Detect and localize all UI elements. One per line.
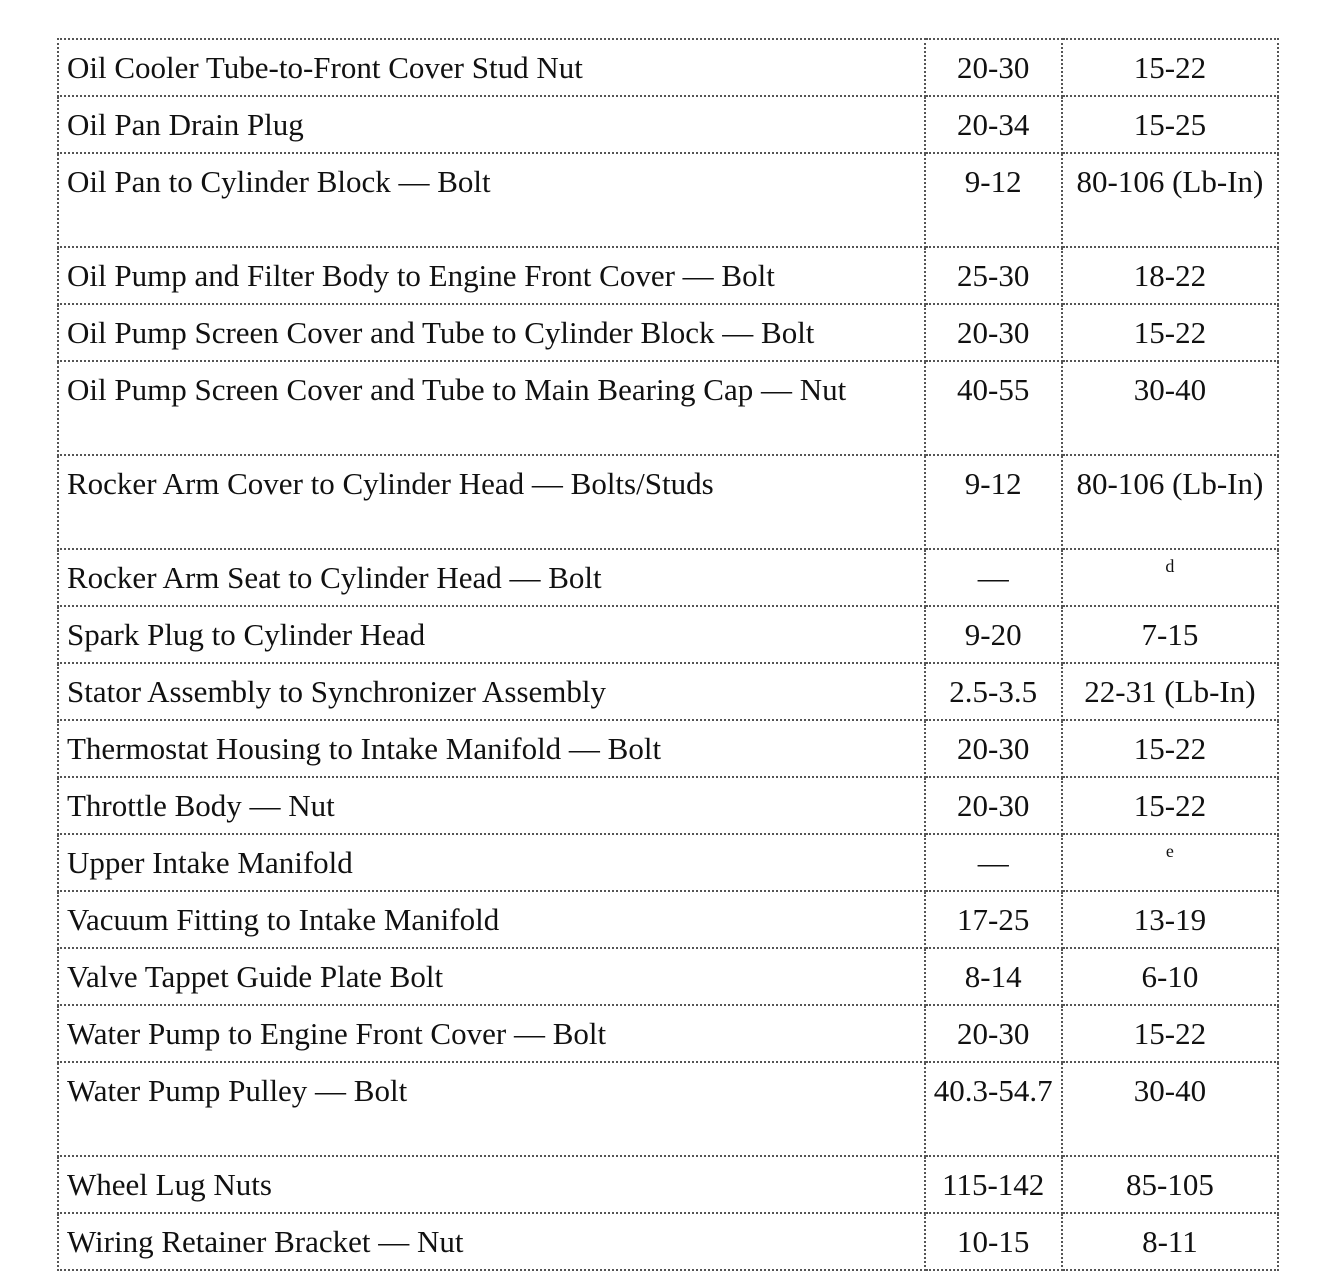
component-cell: Oil Pan to Cylinder Block — Bolt [58, 153, 925, 247]
table-row [58, 304, 1278, 361]
table-row [58, 720, 1278, 777]
table-row [58, 549, 1278, 606]
table-row [58, 777, 1278, 834]
english-torque-cell: 7-15 [1062, 606, 1278, 663]
metric-torque-cell: 115-142 [925, 1156, 1062, 1213]
table-row [58, 39, 1278, 96]
table-row [58, 1062, 1278, 1156]
english-torque-cell: 30-40 [1062, 361, 1278, 455]
table-row [58, 247, 1278, 304]
component-cell: Oil Pan Drain Plug [58, 96, 925, 153]
english-torque-cell: 15-22 [1062, 39, 1278, 96]
english-torque-cell: 15-22 [1062, 720, 1278, 777]
table-row [58, 153, 1278, 247]
table-row [58, 1156, 1278, 1213]
english-torque-cell: 22-31 (Lb-In) [1062, 663, 1278, 720]
english-torque-cell: 13-19 [1062, 891, 1278, 948]
metric-torque-cell: 40-55 [925, 361, 1062, 455]
table-row [58, 361, 1278, 455]
metric-torque-cell: 8-14 [925, 948, 1062, 1005]
metric-torque-cell: 40.3-54.7 [925, 1062, 1062, 1156]
component-cell: Stator Assembly to Synchronizer Assembly [58, 663, 925, 720]
component-cell: Water Pump Pulley — Bolt [58, 1062, 925, 1156]
english-torque-cell [1062, 549, 1278, 606]
table-row [58, 834, 1278, 891]
torque-spec-table-container [57, 38, 1279, 1271]
english-torque-cell: 15-22 [1062, 777, 1278, 834]
english-torque-cell: 15-22 [1062, 304, 1278, 361]
component-cell: Throttle Body — Nut [58, 777, 925, 834]
table-row [58, 1213, 1278, 1270]
metric-torque-cell: 9-12 [925, 455, 1062, 549]
component-cell: Valve Tappet Guide Plate Bolt [58, 948, 925, 1005]
component-cell: Wheel Lug Nuts [58, 1156, 925, 1213]
metric-torque-cell: 20-30 [925, 39, 1062, 96]
torque-spec-table [57, 38, 1279, 1271]
component-cell: Oil Pump and Filter Body to Engine Front Cover — Bolt [58, 247, 925, 304]
component-cell: Rocker Arm Cover to Cylinder Head — Bolts/Studs [58, 455, 925, 549]
english-torque-cell: 6-10 [1062, 948, 1278, 1005]
table-row [58, 663, 1278, 720]
table-row [58, 1005, 1278, 1062]
footnote-marker: e [1165, 841, 1174, 861]
metric-torque-cell: 20-34 [925, 96, 1062, 153]
metric-torque-cell: 20-30 [925, 304, 1062, 361]
metric-torque-cell: 20-30 [925, 720, 1062, 777]
component-cell: Spark Plug to Cylinder Head [58, 606, 925, 663]
component-cell: Oil Cooler Tube-to-Front Cover Stud Nut [58, 39, 925, 96]
table-row [58, 891, 1278, 948]
table-row [58, 948, 1278, 1005]
metric-torque-cell: 9-20 [925, 606, 1062, 663]
table-row [58, 606, 1278, 663]
component-cell: Rocker Arm Seat to Cylinder Head — Bolt [58, 549, 925, 606]
english-torque-cell: 18-22 [1062, 247, 1278, 304]
english-torque-cell: 8-11 [1062, 1213, 1278, 1270]
metric-torque-cell: — [925, 549, 1062, 606]
english-torque-cell: 80-106 (Lb-In) [1062, 153, 1278, 247]
component-cell: Upper Intake Manifold [58, 834, 925, 891]
metric-torque-cell: 10-15 [925, 1213, 1062, 1270]
metric-torque-cell: 2.5-3.5 [925, 663, 1062, 720]
english-torque-cell: 15-25 [1062, 96, 1278, 153]
english-torque-cell: 80-106 (Lb-In) [1062, 455, 1278, 549]
english-torque-cell: 30-40 [1062, 1062, 1278, 1156]
metric-torque-cell: 20-30 [925, 1005, 1062, 1062]
english-torque-cell: 85-105 [1062, 1156, 1278, 1213]
footnote-marker: d [1165, 556, 1175, 576]
english-torque-cell: 15-22 [1062, 1005, 1278, 1062]
component-cell: Oil Pump Screen Cover and Tube to Cylinder Block — Bolt [58, 304, 925, 361]
metric-torque-cell: 20-30 [925, 777, 1062, 834]
table-row [58, 455, 1278, 549]
metric-torque-cell: 9-12 [925, 153, 1062, 247]
metric-torque-cell: 25-30 [925, 247, 1062, 304]
metric-torque-cell: — [925, 834, 1062, 891]
table-body [58, 39, 1278, 1270]
component-cell: Vacuum Fitting to Intake Manifold [58, 891, 925, 948]
component-cell: Oil Pump Screen Cover and Tube to Main Bearing Cap — Nut [58, 361, 925, 455]
metric-torque-cell: 17-25 [925, 891, 1062, 948]
table-row [58, 96, 1278, 153]
component-cell: Thermostat Housing to Intake Manifold — Bolt [58, 720, 925, 777]
component-cell: Wiring Retainer Bracket — Nut [58, 1213, 925, 1270]
english-torque-cell [1062, 834, 1278, 891]
component-cell: Water Pump to Engine Front Cover — Bolt [58, 1005, 925, 1062]
